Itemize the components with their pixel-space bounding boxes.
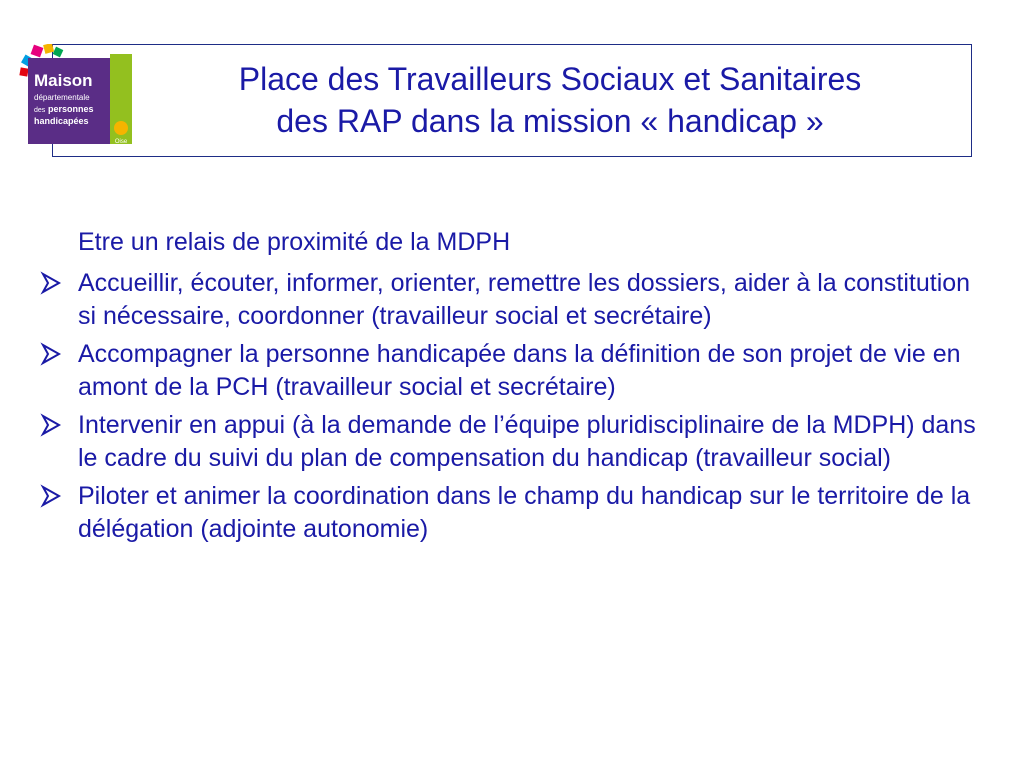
logo-side-text: Oise: [114, 139, 128, 145]
arrow-bullet-icon: [40, 268, 62, 298]
bullet-text: Accompagner la personne handicapée dans la définition de son projet de vie en amont de la PCH (travailleur social et secrétaire): [78, 340, 961, 401]
arrow-bullet-icon: [40, 481, 62, 511]
logo-line-3: des: [34, 107, 46, 114]
list-item: [30, 409, 990, 475]
list-item: [30, 267, 990, 333]
mdph-logo: [18, 44, 138, 154]
logo-line-5: handicapées: [34, 116, 89, 126]
bullet-text: Accueillir, écouter, informer, orienter, remettre les dossiers, aider à la constitution si nécessaire, coordonner (travailleur social et secrétaire): [78, 269, 971, 330]
slide-body: [30, 225, 990, 551]
title-line-2: des RAP dans la mission « handicap »: [276, 103, 824, 139]
bullet-list: [30, 267, 990, 546]
arrow-bullet-icon: [40, 339, 62, 369]
bullet-text: Intervenir en appui (à la demande de l’équipe pluridisciplinaire de la MDPH) dans le cadre du suivi du plan de compensation du handicap (travailleur social): [78, 411, 976, 472]
logo-line-2: départementale: [34, 93, 90, 102]
page-title: [140, 58, 960, 142]
logo-line-1: Maison: [34, 71, 93, 90]
list-item: [30, 338, 990, 404]
bullet-text: Piloter et animer la coordination dans le champ du handicap sur le territoire de la délégation (adjointe autonomie): [78, 482, 971, 543]
list-item: [30, 480, 990, 546]
arrow-bullet-icon: [40, 410, 62, 440]
logo-line-4: personnes: [48, 104, 94, 114]
title-line-1: Place des Travailleurs Sociaux et Sanitaires: [238, 61, 862, 97]
intro-text: Etre un relais de proximité de la MDPH: [78, 228, 511, 256]
